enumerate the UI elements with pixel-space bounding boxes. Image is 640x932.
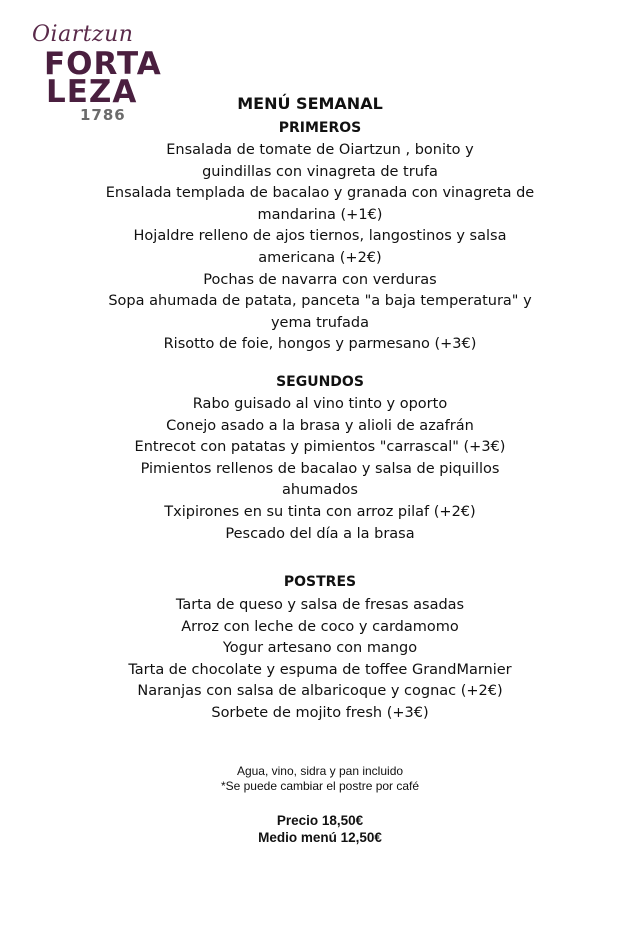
menu-line: Sorbete de mojito fresh (+3€) bbox=[211, 704, 429, 721]
menu-line: Ensalada de tomate de Oiartzun , bonito y bbox=[166, 142, 474, 158]
menu-line: ahumados bbox=[282, 482, 358, 499]
menu-line: Entrecot con patatas y pimientos "carrascal" (+3€) bbox=[134, 439, 506, 456]
logo-script-text: Oiartzun bbox=[32, 22, 134, 47]
menu-title: MENÚ SEMANAL bbox=[237, 94, 383, 113]
price-line: Medio menú 12,50€ bbox=[258, 830, 382, 845]
logo-word-line2: LEZA bbox=[46, 74, 138, 110]
menu-line: Pescado del día a la brasa bbox=[225, 525, 415, 542]
postres-heading: POSTRES bbox=[283, 574, 357, 590]
menu-line: Conejo asado a la brasa y alioli de azafrán bbox=[166, 417, 474, 434]
menu-line: Pochas de navarra con verduras bbox=[203, 271, 437, 288]
menu-line: Pimientos rellenos de bacalao y salsa de piquillos bbox=[140, 460, 500, 477]
menu-line: Yogur artesano con mango bbox=[222, 640, 418, 657]
menu-line: Hojaldre relleno de ajos tiernos, langostinos y salsa bbox=[133, 228, 507, 245]
menu-line: Tarta de chocolate y espuma de toffee GrandMarnier bbox=[128, 661, 512, 678]
menu-line: Tarta de queso y salsa de fresas asadas bbox=[175, 597, 465, 613]
menu-line: guindillas con vinagreta de trufa bbox=[202, 163, 438, 180]
note-line: *Se puede cambiar el postre por café bbox=[220, 779, 420, 793]
primeros-list bbox=[0, 140, 640, 356]
menu-line: yema trufada bbox=[270, 314, 370, 331]
note-line: Agua, vino, sidra y pan incluido bbox=[236, 764, 404, 778]
primeros-heading: PRIMEROS bbox=[278, 120, 362, 136]
segundos-list bbox=[0, 394, 640, 545]
menu-line: Sopa ahumada de patata, panceta "a baja temperatura" y bbox=[108, 293, 532, 310]
postres-list bbox=[0, 595, 640, 725]
menu-line: americana (+2€) bbox=[258, 249, 382, 266]
logo-word-line1: FORTA bbox=[44, 46, 162, 82]
logo-year: 1786 bbox=[80, 106, 126, 124]
menu-line: Txipirones en su tinta con arroz pilaf (+2€) bbox=[164, 503, 476, 520]
menu-line: Naranjas con salsa de albaricoque y cognac (+2€) bbox=[137, 683, 503, 700]
menu-line: Ensalada templada de bacalao y granada con vinagreta de bbox=[105, 185, 535, 202]
menu-notes bbox=[0, 764, 640, 794]
menu-prices bbox=[0, 812, 640, 846]
menu-line: mandarina (+1€) bbox=[257, 206, 383, 223]
menu-line: Risotto de foie, hongos y parmesano (+3€) bbox=[163, 336, 477, 353]
menu-line: Rabo guisado al vino tinto y oporto bbox=[192, 396, 448, 412]
segundos-heading: SEGUNDOS bbox=[276, 374, 364, 390]
price-line: Precio 18,50€ bbox=[276, 813, 364, 828]
menu-line: Arroz con leche de coco y cardamomo bbox=[181, 618, 459, 635]
